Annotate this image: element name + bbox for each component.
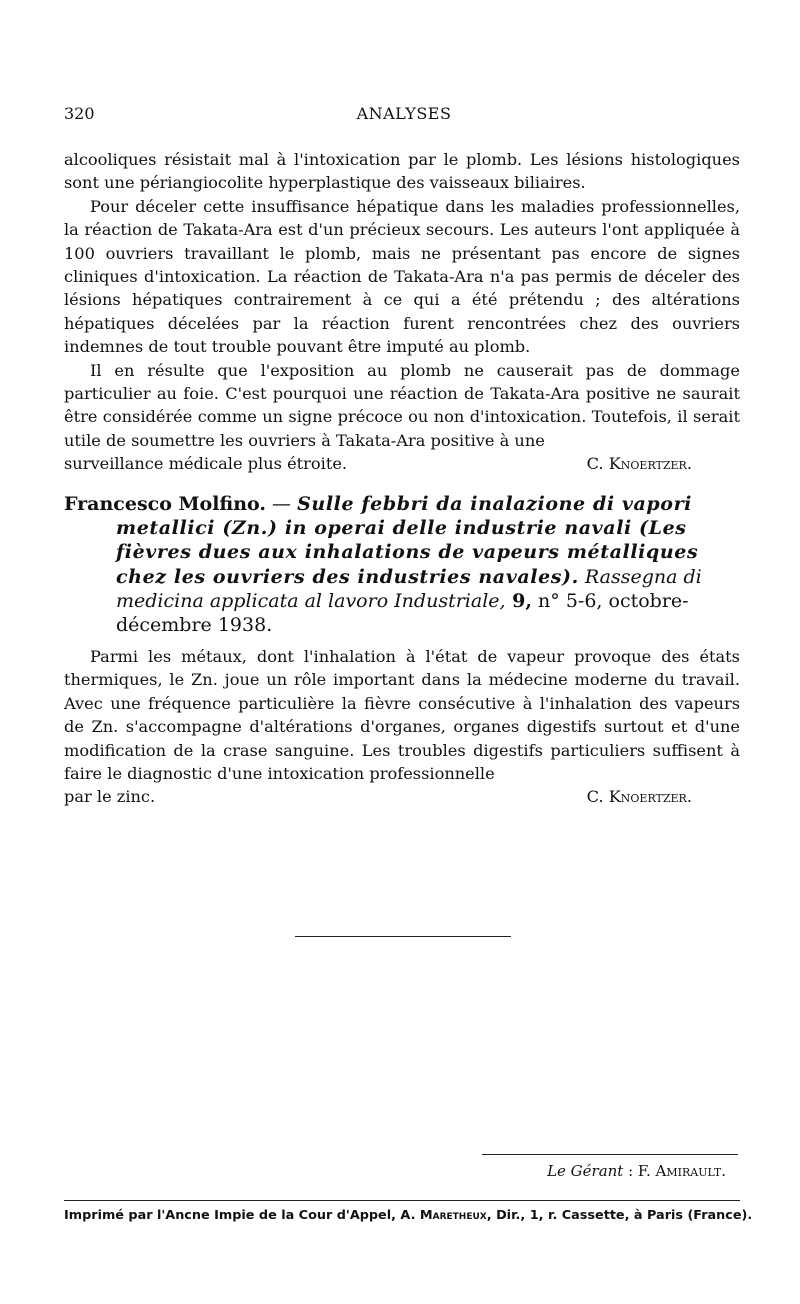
running-title: ANALYSES bbox=[356, 104, 452, 123]
article-1-last-text: surveillance médicale plus étroite. bbox=[64, 454, 348, 474]
imprint-part-2: Dir., 1, r. Cassette, à Paris (France). bbox=[491, 1208, 753, 1223]
printer-imprint bbox=[64, 1208, 753, 1223]
page-header bbox=[64, 104, 744, 128]
article-1-signature: C. Knoertzer. bbox=[586, 454, 692, 474]
article-1-last-line bbox=[64, 452, 740, 475]
article-1-paragraph-1: alcooliques résistait mal à l'intoxication par le plomb. Les lésions histologiques sont une périangiocolite hyperplastique des vaisseaux biliaires. bbox=[64, 150, 740, 193]
gerant-rule bbox=[482, 1154, 738, 1155]
reference-author: Francesco Molfino. bbox=[64, 493, 267, 515]
gerant-label: Le Gérant bbox=[547, 1162, 624, 1180]
gerant-separator: : F. bbox=[623, 1162, 656, 1180]
article-2 bbox=[64, 645, 740, 809]
bibliographic-reference bbox=[64, 492, 754, 637]
article-1-paragraph-2: Pour déceler cette insuffisance hépatique dans les maladies professionnelles, la réaction de Takata-Ara est d'un précieux secours. Les auteurs l'ont appliquée à 100 ouvriers travaillant le plomb, mais ne présentant pas encore de signes cliniques d'intoxication. La réaction de Takata-Ara n'a pas permis de déceler des lésions hépatiques contrairement à ce qui a été prétendu ; des altérations hépatiques décelées par la réaction furent rencontrées chez des ouvriers indemnes de tout trouble pouvant être imputé au plomb. bbox=[64, 196, 740, 357]
article-2-body: Parmi les métaux, dont l'inhalation à l'état de vapeur provoque des états thermiques, le Zn. joue un rôle important dans la médecine moderne du travail. Avec une fréquence particulière la fièvre consécutive à l'inhalation des vapeurs de Zn. s'accompagne d'altérations d'organes, organes digestifs surtout et d'une modification de la crase sanguine. Les troubles digestifs particuliers suffisent à faire le diagnostic d'une intoxication professionnelle bbox=[64, 647, 740, 784]
reference-dash: — bbox=[266, 493, 298, 515]
gerant-line bbox=[547, 1162, 726, 1180]
article-1-paragraph-3: Il en résulte que l'exposition au plomb ne causerait pas de dommage particulier au foie. C'est pourquoi une réaction de Takata-Ara positive ne saurait être considérée comme un signe précoce ou non d'intoxication. Toutefois, il serait utile de soumettre les ouvriers à Takata-Ara positive à une bbox=[64, 360, 740, 450]
reference-journal: Rassegna di medicina applicata al lavoro Industriale, bbox=[116, 565, 702, 612]
page-number: 320 bbox=[64, 104, 95, 123]
article-1 bbox=[64, 148, 740, 476]
imprint-rule bbox=[64, 1200, 740, 1201]
gerant-name: Amirault. bbox=[655, 1162, 726, 1180]
reference-entry bbox=[64, 492, 754, 637]
imprint-part-1: Imprimé par l'Ancne Impie de la Cour d'Appel, A. bbox=[64, 1208, 420, 1223]
reference-volume: 9, bbox=[505, 589, 533, 612]
imprint-director: Maretheux, bbox=[419, 1208, 492, 1223]
article-2-last-line bbox=[64, 785, 740, 808]
reference-issue: n° 5-6, octobre-décembre 1938. bbox=[116, 589, 689, 637]
section-divider bbox=[295, 936, 511, 937]
article-2-signature: C. Knoertzer. bbox=[586, 787, 692, 807]
article-2-last-text: par le zinc. bbox=[64, 787, 156, 807]
reference-title-french: (Les fièvres dues aux inhalations de vapeurs métalliques chez les ouvriers des industries navales). bbox=[116, 517, 699, 588]
reference-title-italian: Sulle febbri da inalazione di vapori metallici (Zn.) in operai delle industrie navali bbox=[116, 493, 692, 540]
